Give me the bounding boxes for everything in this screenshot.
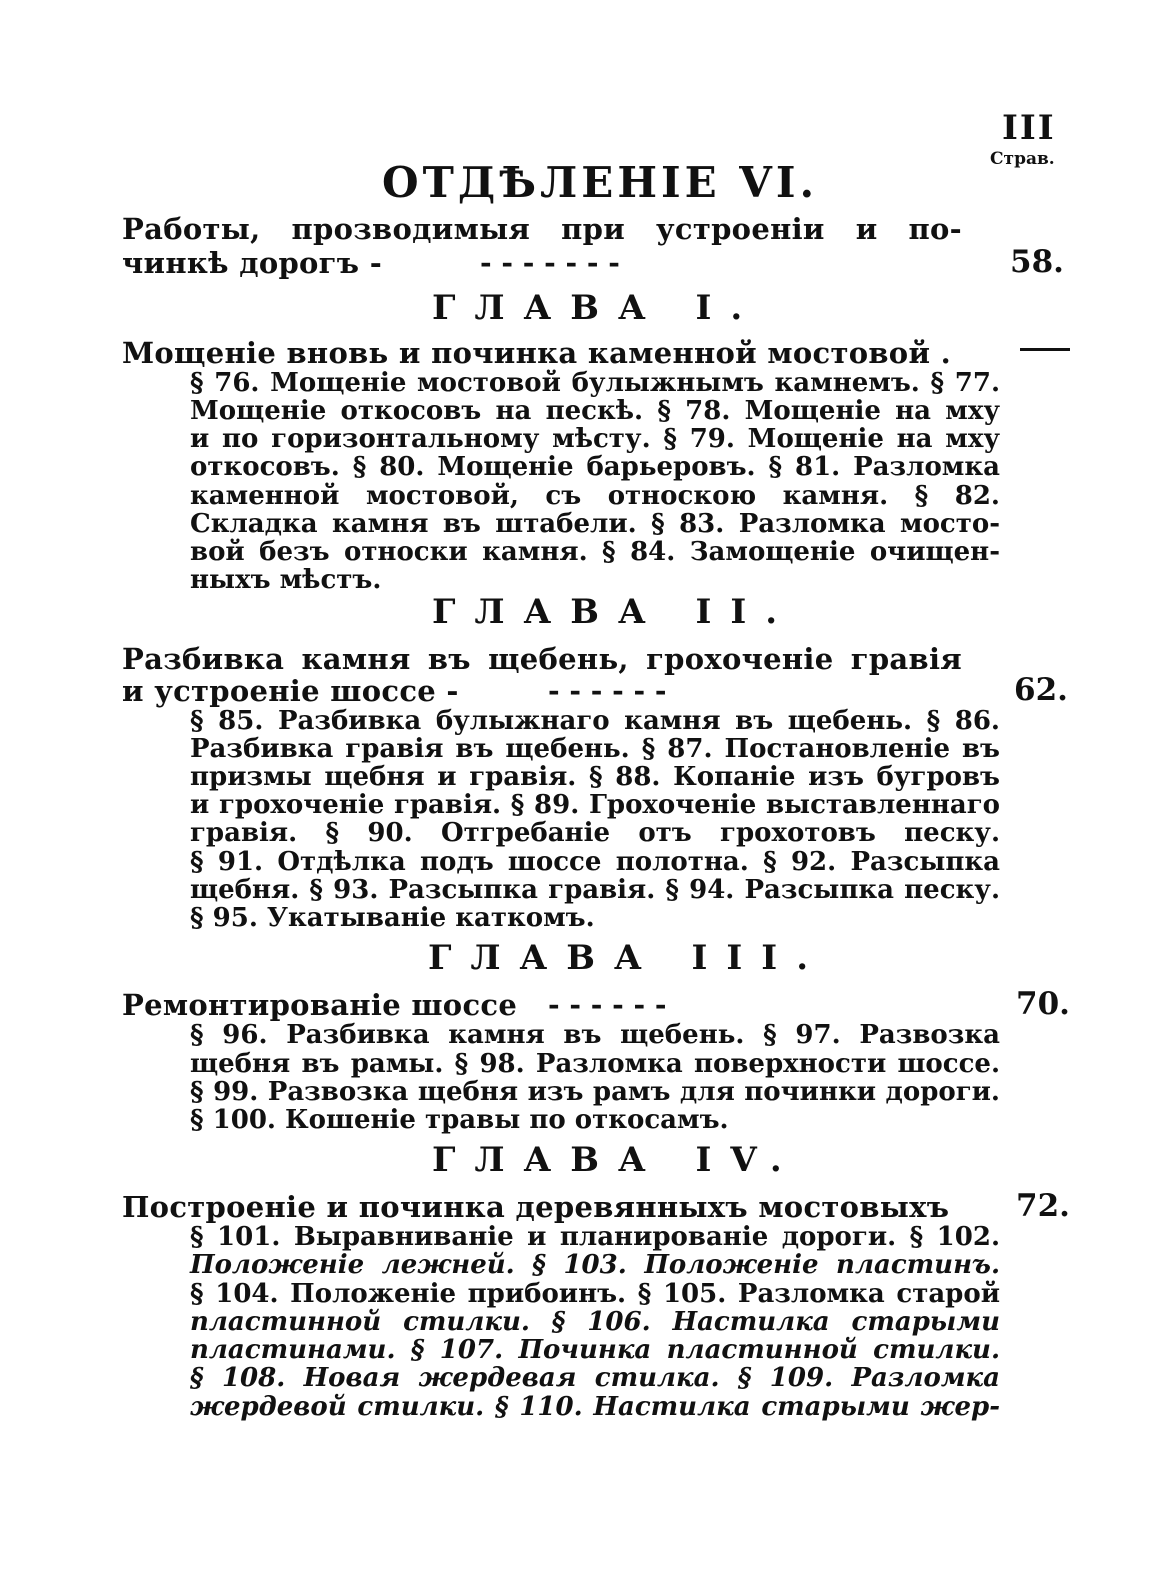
chapter-4-line: § 104. Положеніе прибоинъ. § 105. Разломка старой — [190, 1279, 1000, 1309]
chapter-1-title: Мощеніе вновь и починка каменной мостовой . — [122, 336, 952, 370]
chapter-4-line: жердевой стилки. § 110. Настилка старыми жер- — [190, 1392, 1000, 1422]
chapter-4-page-number: 72. — [1016, 1188, 1070, 1224]
section-heading-line2: чинкѣ дорогъ - — [122, 246, 383, 280]
chapter-2-label: ГЛАВА II. — [432, 592, 797, 632]
chapter-4-line: пластинной стилки. § 106. Настилка старыми — [190, 1307, 1000, 1337]
chapter-3-line: § 100. Кошеніе травы по откосамъ. — [190, 1105, 729, 1135]
chapter-2-line: § 95. Укатываніе каткомъ. — [190, 903, 595, 933]
chapter-1-line: откосовъ. § 80. Мощеніе барьеровъ. § 81. Разломка — [190, 452, 1000, 482]
chapter-2-title-line1: Разбивка камня въ щебень, грохоченіе гравія — [122, 642, 962, 676]
section-heading-line1: Работы, прозводимыя при устроеніи и по- — [122, 212, 962, 246]
chapter-2-line: призмы щебня и гравія. § 88. Копаніе изъ бугровъ — [190, 762, 1000, 792]
chapter-1-line: Мощеніе откосовъ на пескѣ. § 78. Мощеніе на мху — [190, 396, 1000, 426]
chapter-1-label: ГЛАВА I. — [432, 288, 762, 328]
chapter-2-line: § 91. Отдѣлка подъ шоссе полотна. § 92. Разсыпка — [190, 847, 1000, 877]
chapter-3-page-number: 70. — [1016, 986, 1070, 1022]
chapter-1-page-dash — [1020, 348, 1070, 351]
chapter-2-line: и грохоченіе гравія. § 89. Грохоченіе выставленнаго — [190, 790, 1000, 820]
chapter-1-line: вой безъ относки камня. § 84. Замощеніе очищен- — [190, 537, 1000, 567]
section-page-number: 58. — [1010, 244, 1064, 280]
chapter-2-leader: - - - - - - — [548, 674, 667, 707]
chapter-2-line: щебня. § 93. Разсыпка гравія. § 94. Разсыпка песку. — [190, 875, 1000, 905]
chapter-4-line: § 101. Выравниваніе и планированіе дороги. § 102. — [190, 1222, 1000, 1252]
chapter-1-line: и по горизонтальному мѣсту. § 79. Мощеніе на мху — [190, 424, 1000, 454]
chapter-3-label: ГЛАВА III. — [428, 938, 828, 978]
chapter-4-title: Построеніе и починка деревянныхъ мостовыхъ — [122, 1190, 950, 1224]
chapter-4-label: ГЛАВА IV. — [432, 1140, 801, 1180]
chapter-1-line: Складка камня въ штабели. § 83. Разломка мосто- — [190, 509, 1000, 539]
chapter-1-line: каменной мостовой, съ относкою камня. § 82. — [190, 481, 1000, 511]
chapter-3-line: щебня въ рамы. § 98. Разломка поверхности шоссе. — [190, 1049, 1000, 1079]
chapter-4-line: пластинами. § 107. Починка пластинной стилки. — [190, 1335, 1000, 1365]
chapter-1-line: ныхъ мѣстъ. — [190, 565, 382, 595]
chapter-3-line: § 99. Развозка щебня изъ рамъ для починки дороги. — [190, 1077, 1000, 1107]
section-title: ОТДѢЛЕНІЕ VI. — [382, 158, 819, 207]
chapter-3-leader: - - - - - - — [548, 988, 667, 1021]
chapter-1-line: § 76. Мощеніе мостовой булыжнымъ камнемъ. § 77. — [190, 368, 1000, 398]
chapter-3-line: § 96. Разбивка камня въ щебень. § 97. Развозка — [190, 1020, 1000, 1050]
page-number: III — [1002, 108, 1056, 148]
chapter-2-line: Разбивка гравія въ щебень. § 87. Постановленіе въ — [190, 734, 1000, 764]
chapter-2-line: § 85. Разбивка булыжнаго камня въ щебень. § 86. — [190, 706, 1000, 736]
chapter-2-title-line2: и устроеніе шоссе - — [122, 674, 459, 708]
section-heading-leader: - - - - - - - — [480, 246, 620, 279]
chapter-2-page-number: 62. — [1014, 672, 1068, 708]
page-column-label: Страв. — [990, 149, 1055, 169]
chapter-4-line: § 108. Новая жердевая стилка. § 109. Разломка — [190, 1363, 1000, 1393]
chapter-2-line: гравія. § 90. Отгребаніе отъ грохотовъ песку. — [190, 818, 1000, 848]
chapter-3-title: Ремонтированіе шоссе — [122, 988, 518, 1022]
chapter-4-line: Положеніе лежней. § 103. Положеніе пластинъ. — [190, 1250, 1000, 1280]
